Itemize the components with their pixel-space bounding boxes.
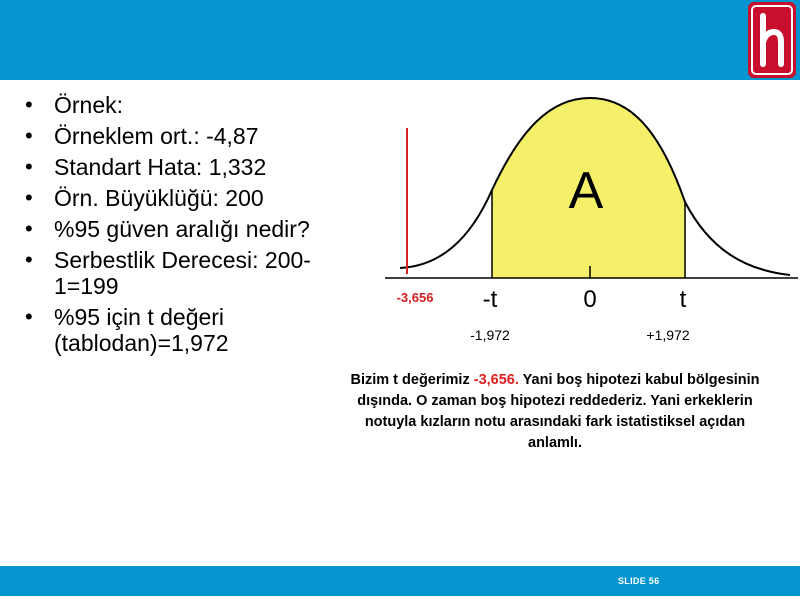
bullet-item: • %95 için t değeri (tablodan)=1,972 [22, 304, 342, 356]
bullet-list [22, 92, 342, 361]
university-logo-icon [748, 2, 796, 78]
critical-left-label: -1,972 [470, 327, 510, 343]
explanation-part1: Bizim t değerimiz [350, 372, 474, 388]
explanation-text [345, 370, 765, 454]
footer-bar [0, 566, 800, 596]
bullet-item: • Standart Hata: 1,332 [22, 154, 342, 180]
axis-label-right: t [679, 286, 687, 313]
header-bar [0, 0, 800, 80]
area-label: A [568, 162, 604, 220]
t-distribution-figure [380, 90, 800, 360]
bullet-item: • %95 güven aralığı nedir? [22, 216, 342, 242]
axis-label-center: 0 [583, 286, 597, 313]
slide-number: SLIDE 56 [618, 576, 660, 586]
bullet-item: • Örnek: [22, 92, 342, 118]
t-value-label: -3,656 [396, 290, 434, 305]
bullet-item: • Örn. Büyüklüğü: 200 [22, 185, 342, 211]
bullet-item: • Serbestlik Derecesi: 200-1=199 [22, 247, 342, 299]
axis-label-left: -t [482, 286, 498, 313]
explanation-part2: Yani boş hipotezi kabul bölgesinin dışında. O zaman boş hipotezi reddederiz. Yani erkeklerin notuyla kızların notu arasındaki fark istatistiksel açıdan anlamlı. [357, 372, 760, 451]
explanation-highlight: -3,656. [473, 372, 519, 388]
critical-right-label: +1,972 [646, 327, 690, 343]
bullet-item: • Örneklem ort.: -4,87 [22, 123, 342, 149]
